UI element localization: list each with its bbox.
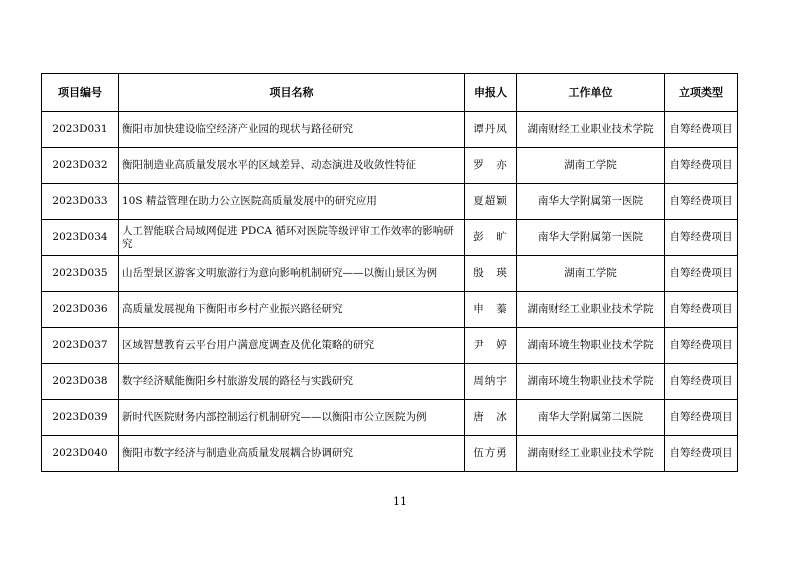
header-applicant: 申报人 [465, 74, 517, 112]
cell-project-id: 2023D032 [42, 148, 119, 184]
table-row [42, 436, 738, 472]
header-project-id: 项目编号 [42, 74, 119, 112]
cell-organization: 南华大学附属第二医院 [517, 400, 665, 436]
cell-project-type: 自筹经费项目 [665, 256, 738, 292]
cell-organization: 湖南财经工业职业技术学院 [517, 292, 665, 328]
cell-project-type: 自筹经费项目 [665, 112, 738, 148]
cell-applicant: 殷 瑛 [465, 256, 517, 292]
cell-project-type: 自筹经费项目 [665, 400, 738, 436]
cell-applicant: 罗 亦 [465, 148, 517, 184]
cell-project-type: 自筹经费项目 [665, 148, 738, 184]
cell-project-id: 2023D033 [42, 184, 119, 220]
cell-organization: 湖南财经工业职业技术学院 [517, 436, 665, 472]
header-project-type: 立项类型 [665, 74, 738, 112]
table-body [42, 112, 738, 472]
table-row [42, 400, 738, 436]
cell-project-type: 自筹经费项目 [665, 220, 738, 256]
cell-project-id: 2023D037 [42, 328, 119, 364]
cell-project-name: 10S 精益管理在助力公立医院高质量发展中的研究应用 [119, 184, 465, 220]
cell-project-name: 衡阳市加快建设临空经济产业园的现状与路径研究 [119, 112, 465, 148]
header-project-name: 项目名称 [119, 74, 465, 112]
cell-project-id: 2023D031 [42, 112, 119, 148]
table-row [42, 184, 738, 220]
table-row [42, 256, 738, 292]
table-row [42, 148, 738, 184]
header-organization: 工作单位 [517, 74, 665, 112]
cell-project-name: 人工智能联合局域网促进 PDCA 循环对医院等级评审工作效率的影响研究 [119, 220, 465, 256]
project-table [41, 73, 738, 472]
cell-project-type: 自筹经费项目 [665, 436, 738, 472]
cell-project-id: 2023D035 [42, 256, 119, 292]
cell-organization: 湖南工学院 [517, 256, 665, 292]
cell-project-name: 山岳型景区游客文明旅游行为意向影响机制研究——以衡山景区为例 [119, 256, 465, 292]
table-row [42, 364, 738, 400]
cell-organization: 湖南财经工业职业技术学院 [517, 112, 665, 148]
cell-organization: 湖南环境生物职业技术学院 [517, 328, 665, 364]
cell-organization: 南华大学附属第一医院 [517, 184, 665, 220]
cell-project-type: 自筹经费项目 [665, 364, 738, 400]
cell-project-type: 自筹经费项目 [665, 292, 738, 328]
cell-organization: 湖南工学院 [517, 148, 665, 184]
table-row [42, 292, 738, 328]
cell-project-name: 高质量发展视角下衡阳市乡村产业振兴路径研究 [119, 292, 465, 328]
table-row [42, 220, 738, 256]
cell-applicant: 唐 冰 [465, 400, 517, 436]
cell-project-name: 衡阳制造业高质量发展水平的区域差异、动态演进及收敛性特征 [119, 148, 465, 184]
table-row [42, 328, 738, 364]
cell-project-id: 2023D038 [42, 364, 119, 400]
cell-applicant: 谭丹凤 [465, 112, 517, 148]
cell-applicant: 周纳宇 [465, 364, 517, 400]
cell-applicant: 伍方勇 [465, 436, 517, 472]
cell-applicant: 尹 婷 [465, 328, 517, 364]
table-header-row [42, 74, 738, 112]
cell-applicant: 夏超颖 [465, 184, 517, 220]
cell-organization: 湖南环境生物职业技术学院 [517, 364, 665, 400]
cell-project-name: 区域智慧教育云平台用户满意度调查及优化策略的研究 [119, 328, 465, 364]
table-row [42, 112, 738, 148]
cell-project-id: 2023D034 [42, 220, 119, 256]
cell-project-id: 2023D039 [42, 400, 119, 436]
cell-project-id: 2023D036 [42, 292, 119, 328]
cell-project-name: 新时代医院财务内部控制运行机制研究——以衡阳市公立医院为例 [119, 400, 465, 436]
page-number: 11 [393, 495, 407, 508]
cell-project-name: 数字经济赋能衡阳乡村旅游发展的路径与实践研究 [119, 364, 465, 400]
cell-project-name: 衡阳市数字经济与制造业高质量发展耦合协调研究 [119, 436, 465, 472]
cell-project-type: 自筹经费项目 [665, 328, 738, 364]
cell-project-id: 2023D040 [42, 436, 119, 472]
cell-organization: 南华大学附属第一医院 [517, 220, 665, 256]
cell-applicant: 彭 旷 [465, 220, 517, 256]
cell-applicant: 申 蓁 [465, 292, 517, 328]
cell-project-type: 自筹经费项目 [665, 184, 738, 220]
